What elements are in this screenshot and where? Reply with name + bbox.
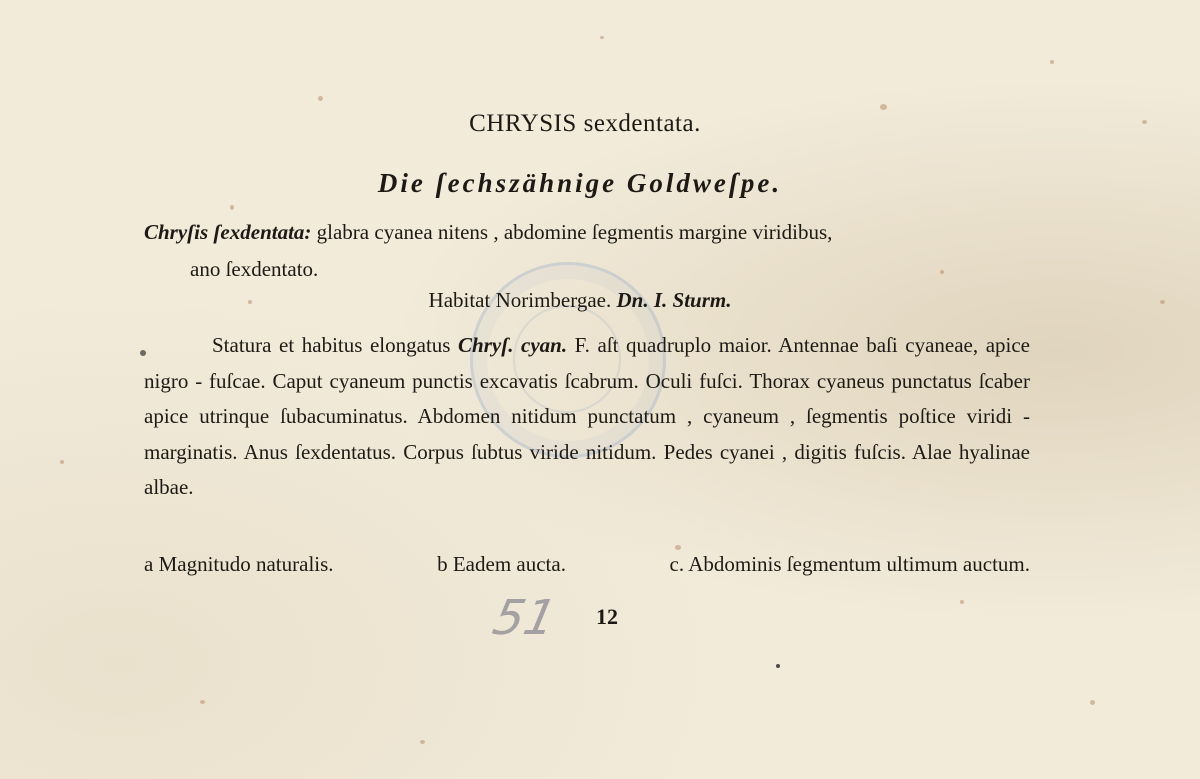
description-rest: F. aſt quadruplo maior. Antennae baſi cyaneae, apice nigro - fuſcae. Caput cyaneum punctis excavatis ſcabrum. Oculi fuſci. Thorax cyaneus punctatus ſcaber apice utrinque ſubacuminatus. Abdomen nitidum punctatum , cyaneum , ſegmentis poſtice viridi - marginatis. Anus ſexdentatus. Corpus ſubtus viride nitidum. Pedes cyanei , digitis fuſcis. Alae hyalinae albae. [144,333,1030,499]
diagnosis-text-1: glabra cyanea nitens , abdomine ſegmentis margine viridibus, [316,220,833,244]
diagnosis-species-name: Chryſis ſexdentata: [144,220,312,244]
figure-caption [144,552,1030,577]
habitat-text: Habitat Norimbergae. [428,288,612,312]
description-intro: Statura et habitus elongatus [212,333,451,357]
diagnosis-line-2: ano ſexdentato. [190,257,319,281]
title-genus: CHRYSIS [469,110,577,137]
title-species: sexdentata. [583,110,701,137]
description-paragraph [144,328,1030,506]
page-number: 12 [596,604,618,629]
habitat-line [0,288,1160,313]
habitat-author: Dn. I. Sturm. [616,288,732,312]
caption-b: b Eadem aucta. [437,552,566,576]
caption-a: a Magnitudo naturalis. [144,552,334,576]
handwritten-number: 51 [488,590,562,646]
caption-c: c. Abdominis ſegmentum ultimum auctum. [669,552,1030,576]
page-title [0,110,1170,138]
description-reference: Chryſ. cyan. [458,333,568,357]
diagnosis-line-1 [144,220,832,245]
german-name: Die ſechszähnige Goldweſpe. [377,168,783,198]
